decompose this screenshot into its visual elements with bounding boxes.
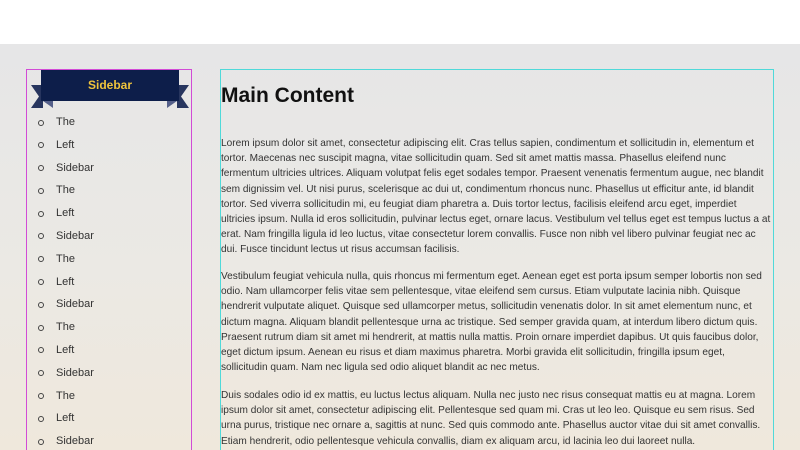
sidebar-item-left[interactable] bbox=[27, 407, 191, 430]
sidebar-item-label: The bbox=[56, 116, 75, 128]
circle-bullet-icon bbox=[38, 188, 44, 194]
sidebar-list bbox=[27, 111, 191, 450]
circle-bullet-icon bbox=[38, 256, 44, 262]
circle-bullet-icon bbox=[38, 393, 44, 399]
main-content bbox=[220, 69, 774, 450]
paragraph: Duis sodales odio id ex mattis, eu luctus lectus aliquam. Nulla nec justo nec risus consequat mattis eu at magna. Lorem ipsum dolor sit amet, consectetur adipiscing elit. Pellentesque sed quam mi. Cras ut leo leo. Quisque eu sem risus. Sed urna purus, tristique nec ornare a, sagittis at nunc. Sed quis commodo ante. Phasellus auctor vitae dui sit amet convallis. Etiam hendrerit, odio pellentesque vehicula convallis, diam ex aliquam arcu, id lacinia leo dui laoreet nulla. bbox=[221, 390, 761, 447]
circle-bullet-icon bbox=[38, 439, 44, 445]
sidebar-item-sidebar[interactable] bbox=[27, 157, 191, 180]
circle-bullet-icon bbox=[38, 233, 44, 239]
sidebar-item-sidebar[interactable] bbox=[27, 225, 191, 248]
sidebar-item-label: Sidebar bbox=[56, 435, 94, 448]
sidebar-item-label: The bbox=[56, 389, 75, 402]
sidebar-item-sidebar[interactable] bbox=[27, 362, 191, 385]
circle-bullet-icon bbox=[38, 347, 44, 353]
circle-bullet-icon bbox=[38, 370, 44, 376]
sidebar-ribbon-header bbox=[31, 70, 189, 108]
sidebar-item-label: Left bbox=[56, 138, 75, 151]
page-body bbox=[0, 44, 800, 450]
circle-bullet-icon bbox=[38, 211, 44, 217]
sidebar-item-label: Left bbox=[56, 412, 75, 425]
circle-bullet-icon bbox=[38, 142, 44, 148]
sidebar-item-left[interactable] bbox=[27, 339, 191, 362]
sidebar bbox=[26, 69, 192, 450]
circle-bullet-icon bbox=[38, 165, 44, 171]
sidebar-item-label: The bbox=[56, 321, 75, 334]
circle-bullet-icon bbox=[38, 120, 44, 126]
sidebar-item-the[interactable] bbox=[27, 179, 191, 202]
circle-bullet-icon bbox=[38, 325, 44, 331]
circle-bullet-icon bbox=[38, 279, 44, 285]
sidebar-item-label: Sidebar bbox=[56, 161, 94, 174]
paragraph: Vestibulum feugiat vehicula nulla, quis rhoncus mi fermentum eget. Aenean eget est porta ipsum semper lobortis non sed odio. Nam ullamcorper felis vitae sem pellentesque, vitae eleifend sem cursus. Etiam vulputate lacinia nibh. Quisque hendrerit vulputate aliquet. Quisque sed ullamcorper metus, sollicitudin venenatis dolor. In sit amet elementum nunc, et dictum magna. Aliquam blandit pellentesque urna ac tristique. Sed semper gravida quam, at interdum libero dictum quis. Praesent rutrum diam sit amet mi hendrerit, at mattis nulla mattis. Proin ornare imperdiet dapibus. Ut quis faucibus dolor, eget dictum ipsum. Aenean eu risus et diam maximus pharetra. Morbi gravida elit sollicitudin, fringilla ipsum eget, sollicitudin quam. Nam nec ligula sed odio aliquet blandit ac nec metus. bbox=[221, 271, 762, 374]
circle-bullet-icon bbox=[38, 302, 44, 308]
page-title: Main Content bbox=[221, 84, 354, 107]
sidebar-item-sidebar[interactable] bbox=[27, 430, 191, 450]
sidebar-item-the[interactable] bbox=[27, 316, 191, 339]
sidebar-item-left[interactable] bbox=[27, 134, 191, 157]
sidebar-item-label: The bbox=[56, 252, 75, 265]
sidebar-item-the[interactable] bbox=[27, 248, 191, 271]
sidebar-title: Sidebar bbox=[87, 78, 132, 92]
sidebar-item-label: Left bbox=[56, 207, 75, 220]
sidebar-item-left[interactable] bbox=[27, 202, 191, 225]
sidebar-item-sidebar[interactable] bbox=[27, 293, 191, 316]
sidebar-item-label: Left bbox=[56, 343, 75, 356]
sidebar-item-label: Sidebar bbox=[56, 366, 94, 379]
sidebar-item-label: The bbox=[56, 184, 75, 197]
sidebar-item-label: Left bbox=[56, 275, 75, 288]
paragraph: Lorem ipsum dolor sit amet, consectetur adipiscing elit. Cras tellus sapien, condimentum et sollicitudin in, elementum et tortor. Maecenas nec suscipit magna, vitae sollicitudin quam. Sed sit amet mattis massa. Phasellus eleifend nunc fermentum ultricies ultrices. Aliquam volutpat felis eget sodales tempor. Praesent venenatis fermentum augue, nec blandit sem dignissim vel. Ut nisi purus, scelerisque ac dui ut, condimentum rhoncus nunc. Phasellus ut efficitur ante, id blandit tortor. Sed viverra sollicitudin mi, eu feugiat diam pharetra a. Duis tortor lectus, facilisis eleifend arcu eget, imperdiet ultricies ipsum. Nulla id eros sollicitudin, pulvinar lectus eget, ornare lacus. Vestibulum vel tellus eget est tempus luctus a at erat. Nam fringilla ligula id leo luctus, vitae consectetur lorem convallis. Fusce non nibh vel libero pulvinar feugiat nec ac dui. Fusce tincidunt lectus ut risus accumsan facilisis. bbox=[221, 138, 771, 256]
circle-bullet-icon bbox=[38, 416, 44, 422]
sidebar-item-the[interactable] bbox=[27, 111, 191, 134]
sidebar-item-label: Sidebar bbox=[56, 298, 94, 311]
top-blank-bar bbox=[0, 0, 800, 44]
sidebar-item-the[interactable] bbox=[27, 385, 191, 408]
sidebar-item-left[interactable] bbox=[27, 271, 191, 294]
sidebar-item-label: Sidebar bbox=[56, 229, 94, 242]
